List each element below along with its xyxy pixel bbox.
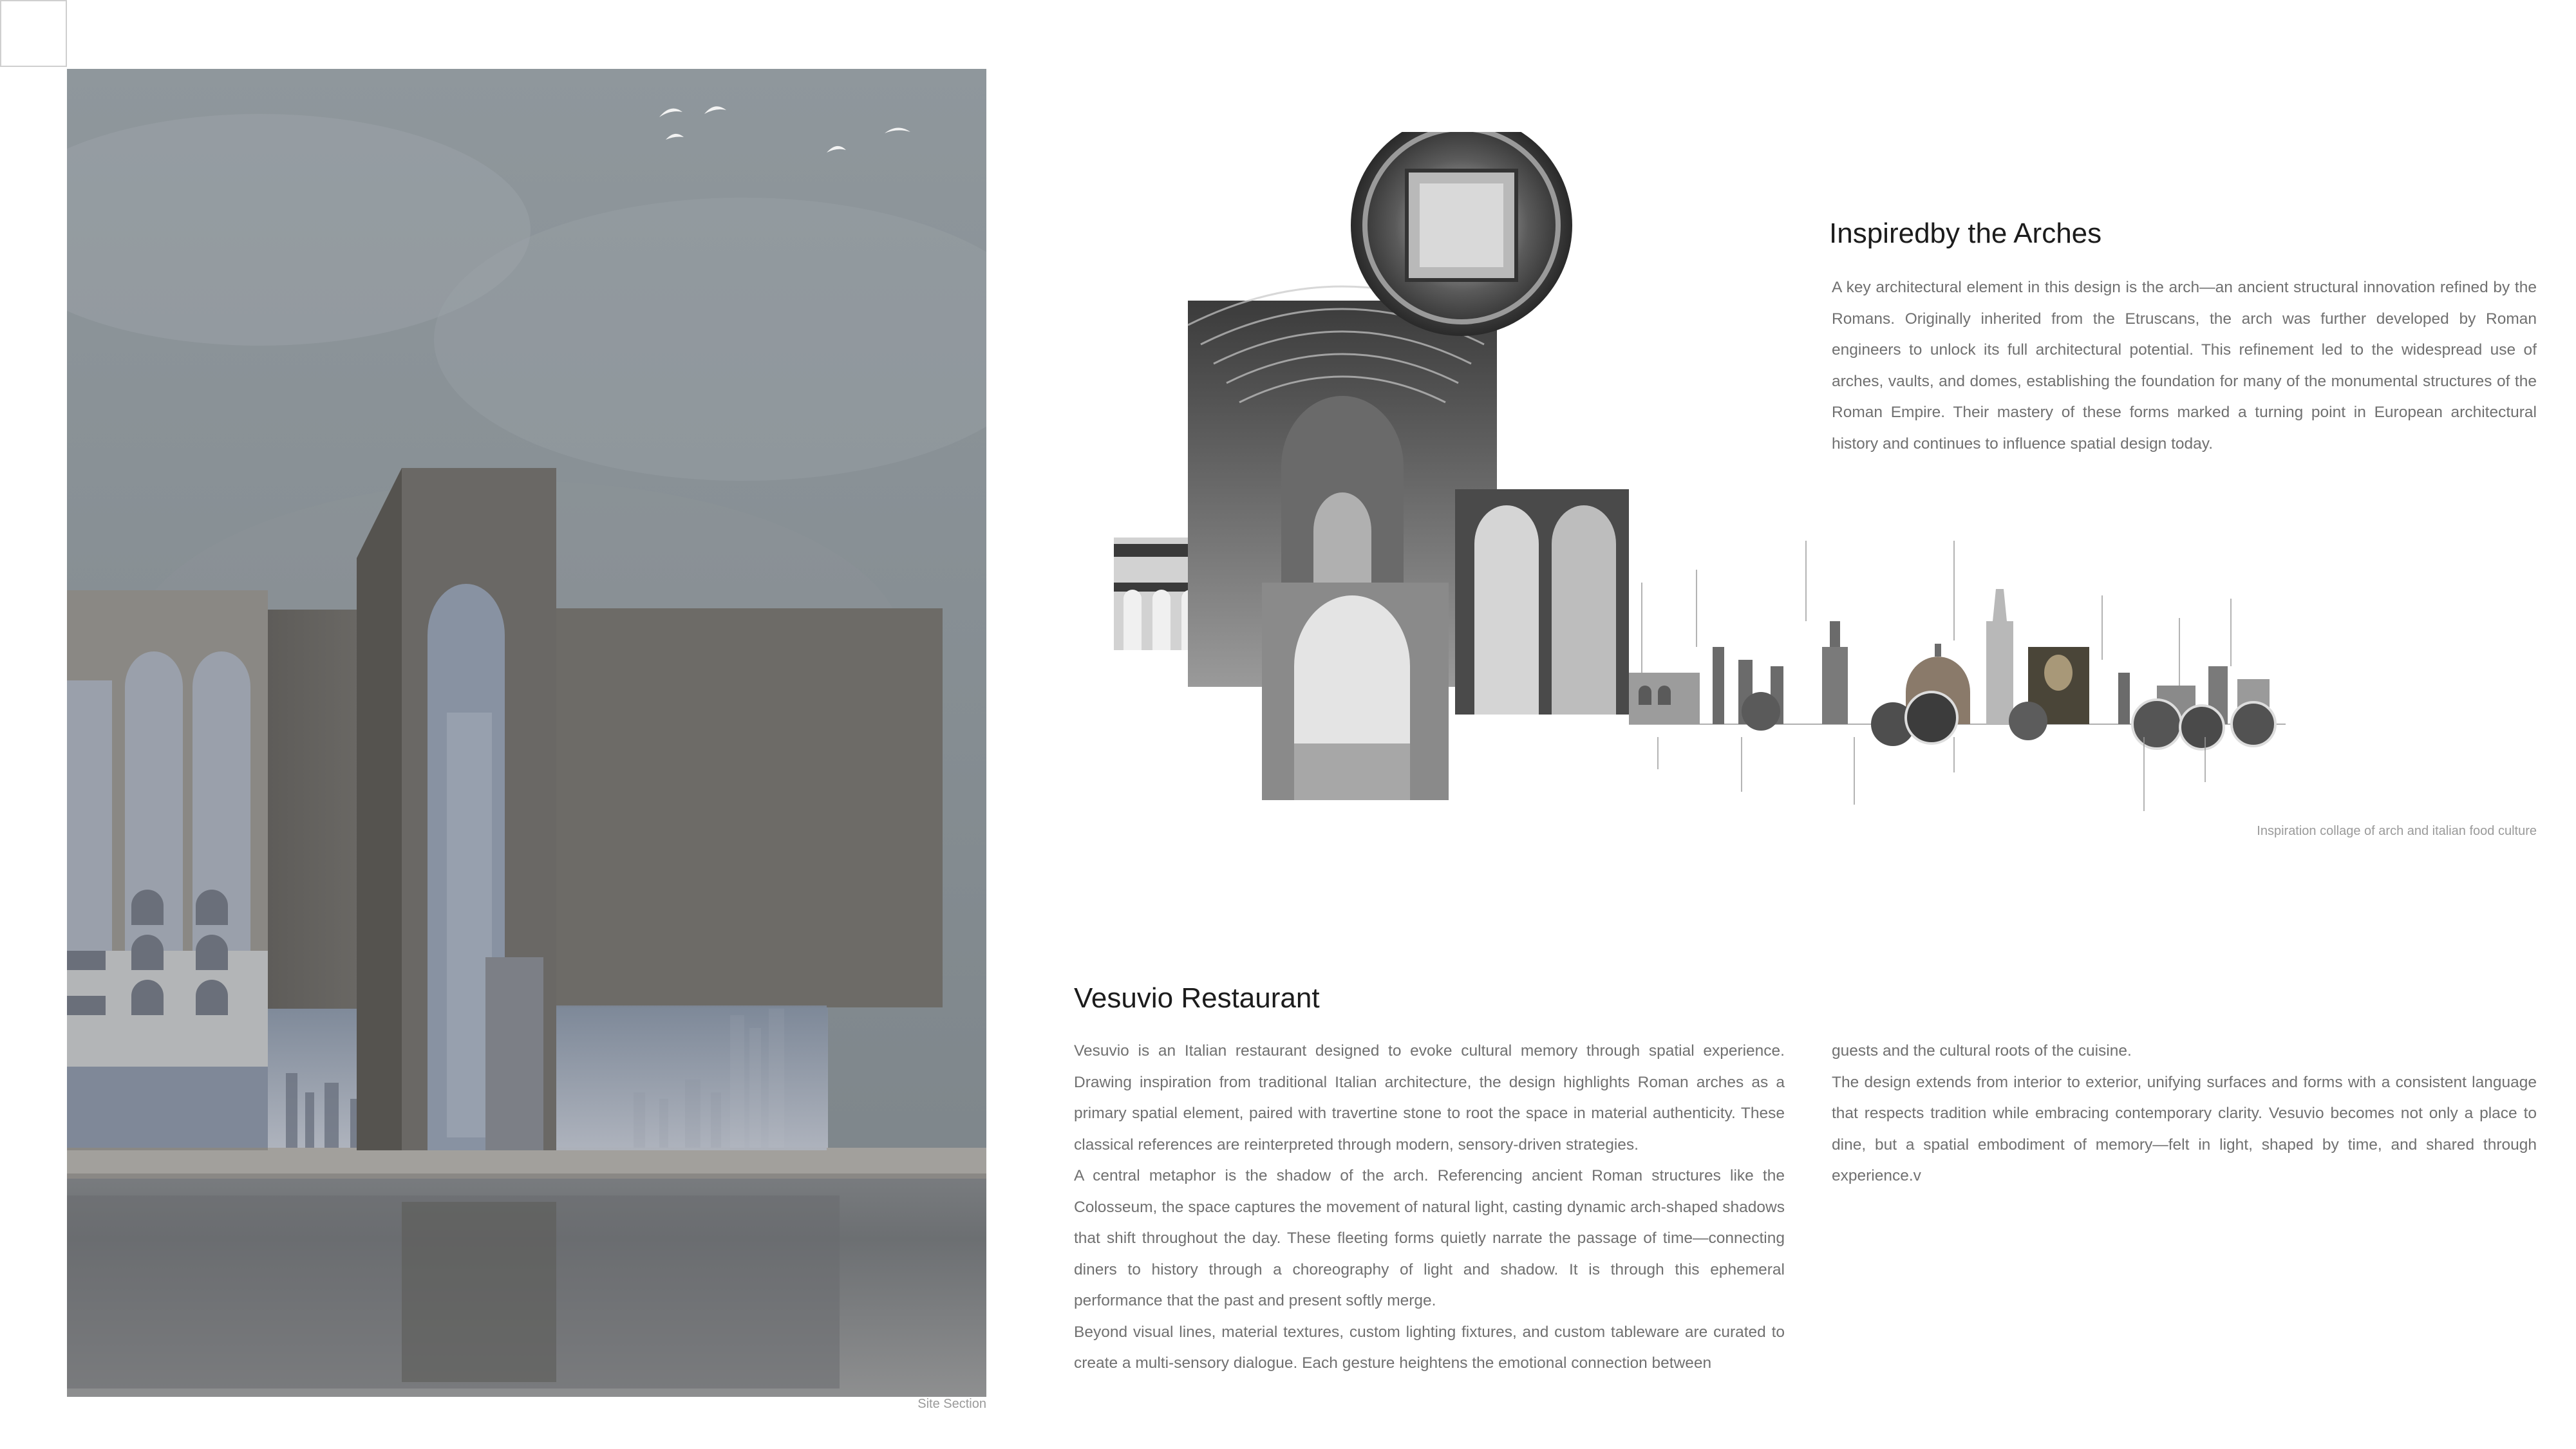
collage-caption: Inspiration collage of arch and italian food culture bbox=[2257, 824, 2537, 838]
vesuvio-text-left-column bbox=[1074, 1036, 1785, 1379]
collage-drawing bbox=[1114, 132, 2292, 827]
vesuvio-paragraph-1: Vesuvio is an Italian restaurant designed to evoke cultural memory through spatial experience. Drawing inspiration from traditional Italian architecture, the design highlights Roman arches as a primary spatial element, paired with travertine stone to root the space in material authenticity. These classical references are reinterpreted through modern, sensory-driven strategies. bbox=[1074, 1042, 1785, 1154]
vesuvio-paragraph-2: A central metaphor is the shadow of the arch. Referencing ancient Roman structures like the Colosseum, the space captures the movement of natural light, casting dynamic arch-shaped shadows that shift throughout the day. These fleeting forms quietly narrate the passage of time—connecting diners to history through a choreography of light and shadow. It is through this ephemeral performance that the past and present softly merge. bbox=[1074, 1167, 1785, 1309]
site-section-drawing bbox=[67, 69, 986, 1397]
site-section-image bbox=[67, 69, 986, 1397]
vesuvio-paragraph-4: The design extends from interior to exterior, unifying surfaces and forms with a consistent language that respects tradition while embracing contemporary clarity. Vesuvio becomes not only a place to dine, but a spatial embodiment of memory—felt in light, shaped by time, and shared through experience.v bbox=[1832, 1073, 2537, 1184]
arches-heading: Inspiredby the Arches bbox=[1829, 218, 2102, 249]
portico-arches-photo bbox=[1455, 489, 1629, 715]
arches-paragraph: A key architectural element in this design is the arch—an ancient structural innovation refined by the Romans. Originally inherited from the Etruscans, the arch was further developed by Roman engineers to unlock its full architectural potential. This refinement led to the widespread use of arches, vaults, and domes, establishing the foundation for many of the monumental structures of the Roman Empire. Their mastery of these forms marked a turning point in European architectural history and continues to influence spatial design today. bbox=[1832, 279, 2537, 453]
inspiration-collage bbox=[1114, 132, 2292, 827]
vesuvio-paragraph-3-continued: guests and the cultural roots of the cuisine. bbox=[1832, 1042, 2132, 1060]
corner-frame bbox=[0, 0, 67, 67]
doorway-arch-photo bbox=[1262, 583, 1449, 800]
site-section-caption: Site Section bbox=[917, 1397, 986, 1411]
vesuvio-heading: Vesuvio Restaurant bbox=[1074, 982, 1320, 1014]
vesuvio-text-right-column bbox=[1832, 1036, 2537, 1192]
vesuvio-paragraph-3: Beyond visual lines, material textures, custom lighting fixtures, and custom tableware are curated to create a multi-sensory dialogue. Each gesture heightens the emotional connection between bbox=[1074, 1323, 1785, 1372]
